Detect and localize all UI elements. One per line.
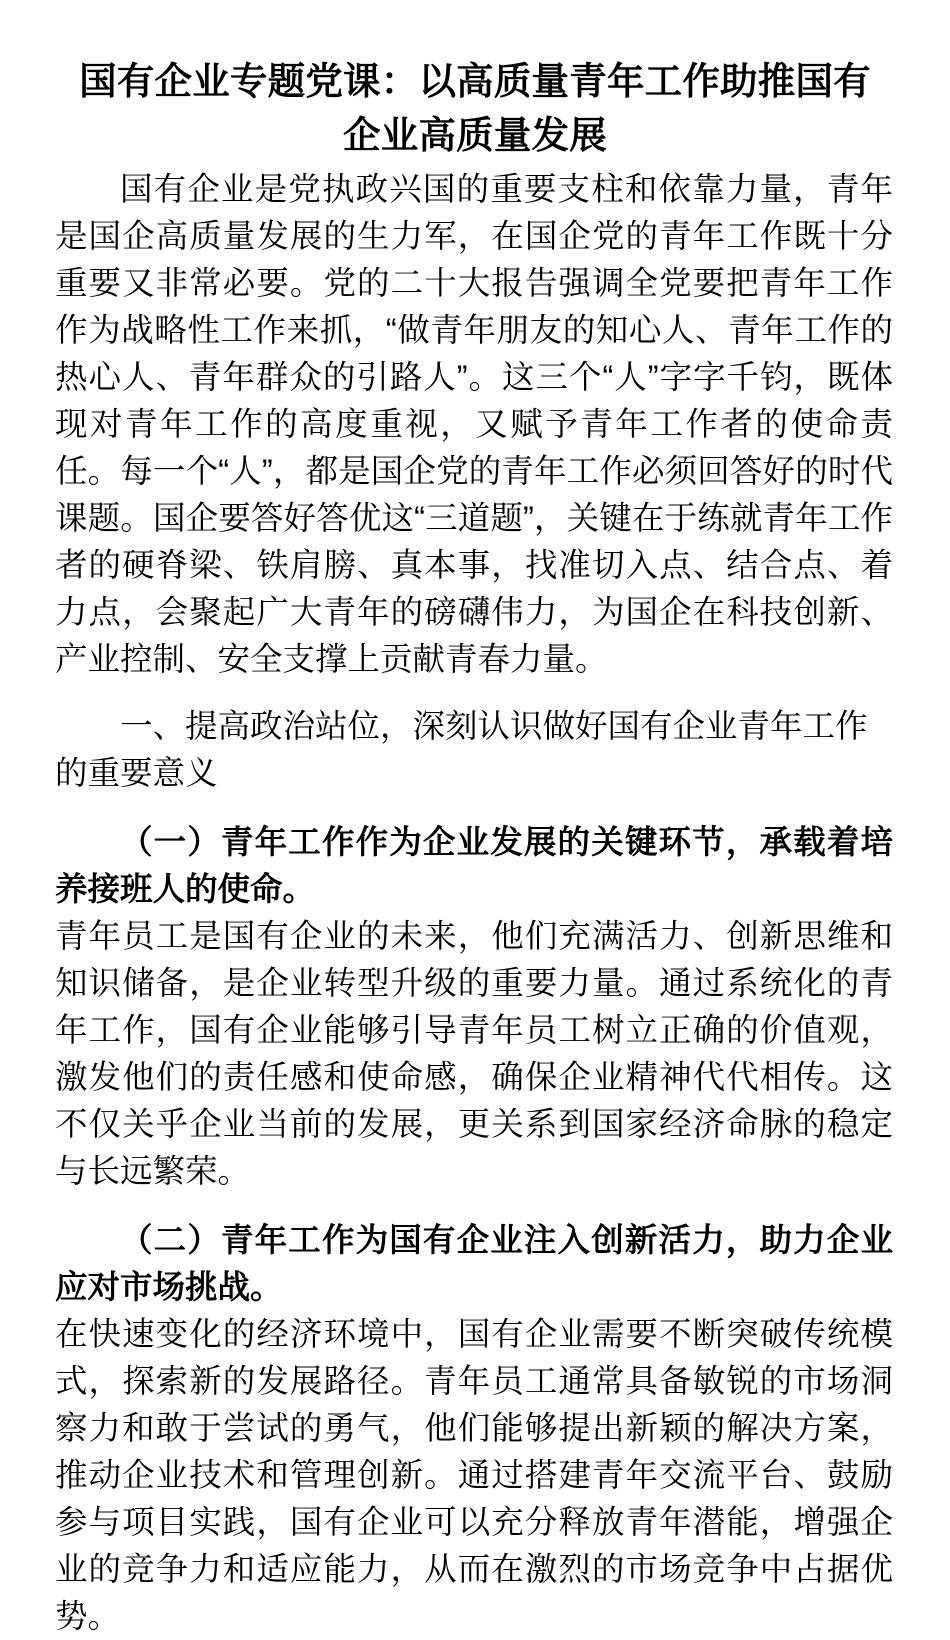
spacer	[55, 797, 893, 819]
spacer	[55, 1195, 893, 1217]
spacer	[55, 683, 893, 703]
subsection-1-body: 青年员工是国有企业的未来，他们充满活力、创新思维和知识储备，是企业转型升级的重要力量。通过系统化的青年工作，国有企业能够引导青年员工树立正确的价值观，激发他们的责任感和使命感，确保企业精神代代相传。这不仅关乎企业当前的发展，更关系到国家经济命脉的稳定与长远繁荣。	[55, 918, 893, 1189]
subsection-2-heading: （二）青年工作为国有企业注入创新活力，助力企业应对市场挑战。	[55, 1222, 893, 1305]
subsection-1-heading: （一）青年工作作为企业发展的关键环节，承载着培养接班人的使命。	[55, 824, 893, 907]
document-body	[55, 166, 893, 1640]
subsection-2-body: 在快速变化的经济环境中，国有企业需要不断突破传统模式，探索新的发展路径。青年员工通常具备敏锐的市场洞察力和敢于尝试的勇气，他们能够提出新颖的解决方案，推动企业技术和管理创新。通过搭建青年交流平台、鼓励参与项目实践，国有企业可以充分释放青年潜能，增强企业的竞争力和适应能力，从而在激烈的市场竞争中占据优势。	[55, 1316, 893, 1634]
section-1-heading: 一、提高政治站位，深刻认识做好国有企业青年工作的重要意义	[55, 708, 868, 791]
page-title: 国有企业专题党课：以高质量青年工作助推国有企业高质量发展	[79, 60, 871, 156]
opening-paragraph: 国有企业是党执政兴国的重要支柱和依靠力量，青年是国企高质量发展的生力军，在国企党的青年工作既十分重要又非常必要。党的二十大报告强调全党要把青年工作作为战略性工作来抓，“做青年朋友的知心人、青年工作的热心人、青年群众的引路人”。这三个“人”字字千钧，既体现对青年工作的高度重视，又赋予青年工作者的使命责任。每一个“人”，都是国企党的青年工作必须回答好的时代课题。国企要答好答优这“三道题”，关键在于练就青年工作者的硬脊梁、铁肩膀、真本事，找准切入点、结合点、着力点，会聚起广大青年的磅礴伟力，为国企在科技创新、产业控制、安全支撑上贡献青春力量。	[55, 171, 893, 677]
